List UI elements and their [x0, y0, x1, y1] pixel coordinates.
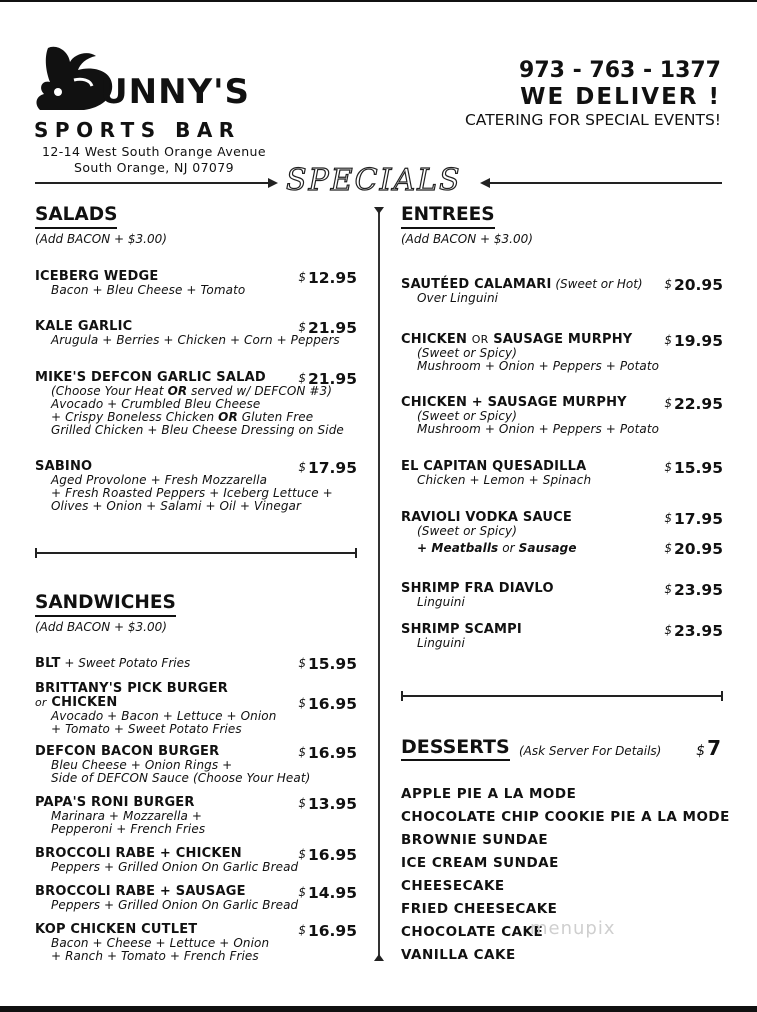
item-price: $ 15.95 [664, 459, 723, 477]
item-price: $ 19.95 [664, 332, 723, 350]
item-price: $ 16.95 [298, 744, 357, 762]
item-price: $ 23.95 [664, 622, 723, 640]
menu-item [35, 682, 357, 736]
bottom-border [0, 1006, 757, 1012]
logo-title: UNNY'S [100, 72, 251, 112]
item-description: (Choose Your Heat OR served w/ DEFCON #3) Avocado + Crumbled Bleu Cheese + Crispy Boneless Chicken OR Gluten Free Grilled Chicken + Bleu Cheese Dressing on Side [51, 384, 344, 437]
divider-cap-bottom [374, 953, 384, 961]
menu-item [35, 847, 357, 874]
item-price: $ 14.95 [298, 884, 357, 902]
item-name: CHICKEN OR SAUSAGE MURPHY [401, 332, 633, 347]
menu-item [35, 656, 357, 671]
entrees-title: ENTREES [401, 204, 495, 229]
logo [34, 44, 284, 144]
menu-item [35, 320, 357, 347]
menu-item [401, 396, 723, 436]
item-price: $ 12.95 [298, 269, 357, 287]
item-price: $ 17.95 [664, 510, 723, 528]
desserts-note: (Ask Server For Details) [519, 744, 662, 758]
item-name: KALE GARLIC [35, 319, 133, 334]
dessert-item: BROWNIE SUNDAE [401, 832, 549, 848]
item-name: DEFCON BACON BURGER [35, 744, 220, 759]
item-description: Linguini [417, 636, 465, 650]
desserts-header [401, 736, 510, 761]
menu-item [401, 510, 723, 558]
item-description: Chicken + Lemon + Spinach [417, 473, 592, 487]
item-name: CHICKEN + SAUSAGE MURPHY [401, 395, 627, 410]
entrees-note: (Add BACON + $3.00) [401, 232, 533, 246]
item-description: Linguini [417, 595, 465, 609]
addon-price: $ 20.95 [664, 540, 723, 558]
item-name: BRITTANY'S PICK BURGER [35, 681, 228, 696]
section-separator [401, 695, 723, 697]
phone-number: 973 - 763 - 1377 [519, 58, 721, 83]
item-description: Peppers + Grilled Onion On Garlic Bread [51, 898, 299, 912]
menu-item [35, 460, 357, 513]
sandwiches-note: (Add BACON + $3.00) [35, 620, 167, 634]
specials-banner: SPECIALS [286, 163, 462, 198]
address-line-1: 12-14 West South Orange Avenue [42, 144, 266, 159]
item-description: (Sweet or Spicy) [417, 524, 518, 538]
dessert-item: ICE CREAM SUNDAE [401, 855, 559, 871]
item-description: (Sweet or Spicy) Mushroom + Onion + Peppers + Potato [417, 346, 660, 373]
right-column [401, 204, 723, 704]
item-description: Marinara + Mozzarella + Pepperoni + French Fries [51, 809, 206, 836]
item-name: BROCCOLI RABE + CHICKEN [35, 846, 242, 861]
dessert-item: APPLE PIE A LA MODE [401, 786, 577, 802]
item-name: SABINO [35, 459, 93, 474]
item-name: ICEBERG WEDGE [35, 269, 159, 284]
menu-item [35, 796, 357, 836]
item-name: BROCCOLI RABE + SAUSAGE [35, 884, 246, 899]
address-line-2: South Orange, NJ 07079 [73, 160, 234, 175]
dessert-item: FRIED CHEESECAKE [401, 901, 558, 917]
sandwiches-title: SANDWICHES [35, 592, 176, 617]
catering-notice: CATERING FOR SPECIAL EVENTS! [464, 111, 721, 129]
dessert-item: CHOCOLATE CAKE [401, 924, 544, 940]
item-price: $ 23.95 [664, 581, 723, 599]
salads-header [35, 204, 357, 247]
divider-cap-top [374, 207, 384, 215]
desserts-title: DESSERTS [401, 736, 510, 761]
item-price: $ 21.95 [298, 319, 357, 337]
item-description: Bacon + Bleu Cheese + Tomato [51, 283, 246, 297]
item-price: $ 15.95 [298, 655, 357, 673]
item-price: $ 16.95 [298, 922, 357, 940]
banner-line-left [35, 182, 275, 184]
menu-item [401, 333, 723, 373]
item-name: SAUTÉED CALAMARI (Sweet or Hot) [401, 277, 643, 292]
item-name: PAPA'S RONI BURGER [35, 795, 195, 810]
item-name: BLT + Sweet Potato Fries [35, 656, 191, 671]
menu-item [35, 371, 357, 437]
item-price: $ 17.95 [298, 459, 357, 477]
dessert-list [401, 783, 731, 967]
menu-item [401, 623, 723, 650]
dessert-item: CHOCOLATE CHIP COOKIE PIE A LA MODE [401, 809, 730, 825]
menu-item [35, 270, 357, 297]
item-name-2: or CHICKEN [35, 695, 118, 710]
item-name: EL CAPITAN QUESADILLA [401, 459, 587, 474]
item-price: $ 20.95 [664, 276, 723, 294]
section-separator [35, 552, 357, 554]
item-description: Aged Provolone + Fresh Mozzarella + Fresh Roasted Peppers + Iceberg Lettuce + Olives + Onion + Salami + Oil + Vinegar [51, 473, 333, 513]
item-description: Arugula + Berries + Chicken + Corn + Peppers [51, 333, 340, 347]
item-name: RAVIOLI VODKA SAUCE [401, 510, 572, 525]
item-addon: + Meatballs or Sausage [417, 541, 577, 555]
dessert-item: VANILLA CAKE [401, 947, 516, 963]
item-price: $ 16.95 [298, 695, 357, 713]
menu-item [35, 885, 357, 912]
menu-item [401, 460, 723, 487]
delivery-notice: WE DELIVER ! [520, 84, 721, 110]
menu-item [401, 582, 723, 609]
banner-arrow-left [268, 177, 278, 189]
item-price: $ 13.95 [298, 795, 357, 813]
item-description: Bleu Cheese + Onion Rings + Side of DEFCON Sauce (Choose Your Heat) [51, 758, 311, 785]
watermark: menupix [530, 918, 616, 939]
address [34, 144, 274, 176]
dessert-item: CHEESECAKE [401, 878, 505, 894]
item-description: (Sweet or Spicy) Mushroom + Onion + Peppers + Potato [417, 409, 660, 436]
item-name: KOP CHICKEN CUTLET [35, 922, 198, 937]
menu-item [35, 745, 357, 785]
menu-item [35, 923, 357, 963]
item-price: $ 21.95 [298, 370, 357, 388]
menu-item [401, 277, 723, 305]
salads-title: SALADS [35, 204, 117, 229]
item-description: Avocado + Bacon + Lettuce + Onion + Tomato + Sweet Potato Fries [51, 709, 277, 736]
sandwiches-header [35, 592, 176, 635]
item-price: $ 22.95 [664, 395, 723, 413]
item-price: $ 16.95 [298, 846, 357, 864]
entrees-header [401, 204, 723, 247]
banner-line-right [486, 182, 722, 184]
left-column [35, 204, 357, 974]
logo-subtitle: SPORTS BAR [34, 118, 241, 142]
item-description: Peppers + Grilled Onion On Garlic Bread [51, 860, 299, 874]
item-name: SHRIMP SCAMPI [401, 622, 522, 637]
item-description: Bacon + Cheese + Lettuce + Onion + Ranch + Tomato + French Fries [51, 936, 270, 963]
item-description: Over Linguini [417, 291, 499, 305]
desserts-price: $ 7 [696, 736, 721, 760]
top-border [0, 0, 757, 2]
item-name: MIKE'S DEFCON GARLIC SALAD [35, 370, 266, 385]
item-name: SHRIMP FRA DIAVLO [401, 581, 554, 596]
salads-note: (Add BACON + $3.00) [35, 232, 167, 246]
column-divider [378, 210, 380, 960]
